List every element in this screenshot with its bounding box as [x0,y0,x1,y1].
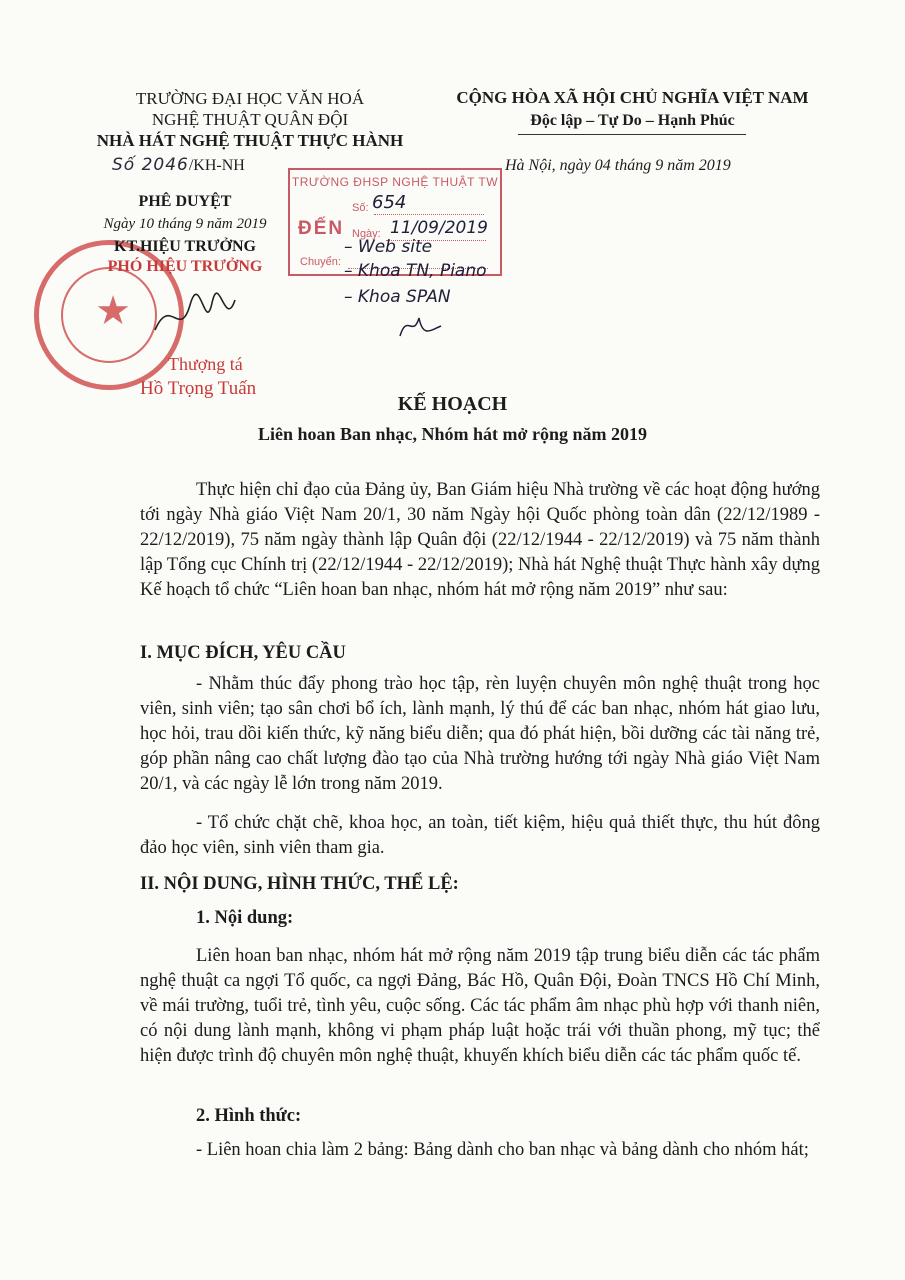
stamp-header: TRƯỜNG ĐHSP NGHỆ THUẬT TW [291,175,499,189]
intro-paragraph [140,478,820,603]
approval-title: KT.HIỆU TRƯỞNG [114,238,256,255]
signer-name: Hồ Trọng Tuấn [140,378,257,399]
document-number-handwritten: Số 2046 [112,155,189,175]
stamp-so-label: Số: [352,202,369,214]
section-1-para-2 [140,811,820,861]
section-2-sub-1-text: Liên hoan ban nhạc, nhóm hát mở rộng năm 2019 tập trung biểu diễn các tác phẩm nghệ thuật ca ngợi Tổ quốc, ca ngợi Đảng, Bác Hồ, Quân Đội, Đoàn TNCS Hồ Chí Minh, về mái trường, tuổi trẻ, tình yêu, cuộc sống. Các tác phẩm âm nhạc phù hợp với thanh niên, có nội dung lành mạnh, không vi phạm pháp luật hoặc trái với thuần phong, mỹ tục; thể hiện được trình độ chuyên môn nghệ thuật, khuyến khích biểu diễn các tác phẩm quốc tế. [140,946,820,1066]
org-line-3: NHÀ HÁT NGHỆ THUẬT THỰC HÀNH [96,131,404,150]
section-2-sub-2-para [140,1138,820,1163]
motto-underline [518,134,746,135]
document-number-suffix: /KH-NH [188,157,245,174]
routing-initial-scribble [395,308,445,344]
section-1-para-1 [140,672,820,797]
date-place: Hà Nội, ngày 04 tháng 9 năm 2019 [505,157,731,174]
document-subtitle: Liên hoan Ban nhạc, Nhóm hát mở rộng năm 2019 [257,424,648,444]
stamp-ngay-label: Ngày: [352,228,381,240]
nation-title: CỘNG HÒA XÃ HỘI CHỦ NGHĨA VIỆT NAM [456,88,809,107]
stamp-so-value: 654 [372,192,407,213]
section-2-heading: II. NỘI DUNG, HÌNH THỨC, THỂ LỆ: [140,874,459,894]
document-title: KẾ HOẠCH [397,393,508,415]
motto: Độc lập – Tự Do – Hạnh Phúc [530,112,735,129]
section-1-para-2-text: - Tổ chức chặt chẽ, khoa học, an toàn, tiết kiệm, hiệu quả thiết thực, thu hút đông đảo học viên, sinh viên tham gia. [140,813,820,858]
signature-scribble [150,285,240,345]
routing-khoa-span: – Khoa SPAN [344,287,451,307]
routing-website: – Web site [344,237,433,257]
stamp-so-dots [374,214,484,215]
stamp-ngay-value: 11/09/2019 [390,218,488,238]
approval-label: PHÊ DUYỆT [138,193,232,210]
intro-text: Thực hiện chỉ đạo của Đảng ủy, Ban Giám hiệu Nhà trường về các hoạt động hướng tới ngày Nhà giáo Việt Nam 20/1, 30 năm Ngày hội Quốc phòng toàn dân (22/12/1989 - 22/12/2019), 75 năm ngày thành lập Quân đội (22/12/1944 - 22/12/2019) và 75 năm thành lập Tổng cục Chính trị (22/12/1944 - 22/12/2019); Nhà hát Nghệ thuật Thực hành xây dựng Kế hoạch tổ chức “Liên hoan ban nhạc, nhóm hát mở rộng năm 2019” như sau: [140,480,820,600]
signer-rank: Thượng tá [168,354,243,374]
section-2-sub-2-heading: 2. Hình thức: [196,1106,302,1126]
section-1-para-1-text: - Nhằm thúc đẩy phong trào học tập, rèn luyện chuyên môn nghệ thuật trong học viên, sinh viên; tạo sân chơi bổ ích, lành mạnh, lý thú để các ban nhạc, nhóm hát giao lưu, học hỏi, trau dồi kiến thức, kỹ năng biểu diễn; qua đó phát hiện, bồi dưỡng các tài năng trẻ, góp phần nâng cao chất lượng đào tạo của Nhà trường hướng tới ngày Nhà giáo Việt Nam 20/1, và các ngày lễ lớn trong năm 2019. [140,674,820,794]
stamp-chuyen-label: Chuyển: [300,256,341,268]
section-2-sub-2-text: - Liên hoan chia làm 2 bảng: Bảng dành cho ban nhạc và bảng dành cho nhóm hát; [196,1140,809,1160]
org-line-2: NGHỆ THUẬT QUÂN ĐỘI [151,110,349,129]
approval-deputy: PHÓ HIỆU TRƯỞNG [107,258,263,275]
approval-date: Ngày 10 tháng 9 năm 2019 [103,216,267,232]
seal-inner-ring [61,267,157,363]
org-line-1: TRƯỜNG ĐẠI HỌC VĂN HOÁ [135,89,365,108]
document-number [112,155,245,175]
star-icon: ★ [95,288,131,333]
section-2-sub-1-para [140,944,820,1069]
section-1-heading: I. MỤC ĐÍCH, YÊU CẦU [140,643,346,663]
routing-khoa-tn-piano: – Khoa TN, Piano [344,261,487,281]
stamp-den: ĐẾN [298,218,345,239]
section-2-sub-1-heading: 1. Nội dung: [196,908,294,928]
